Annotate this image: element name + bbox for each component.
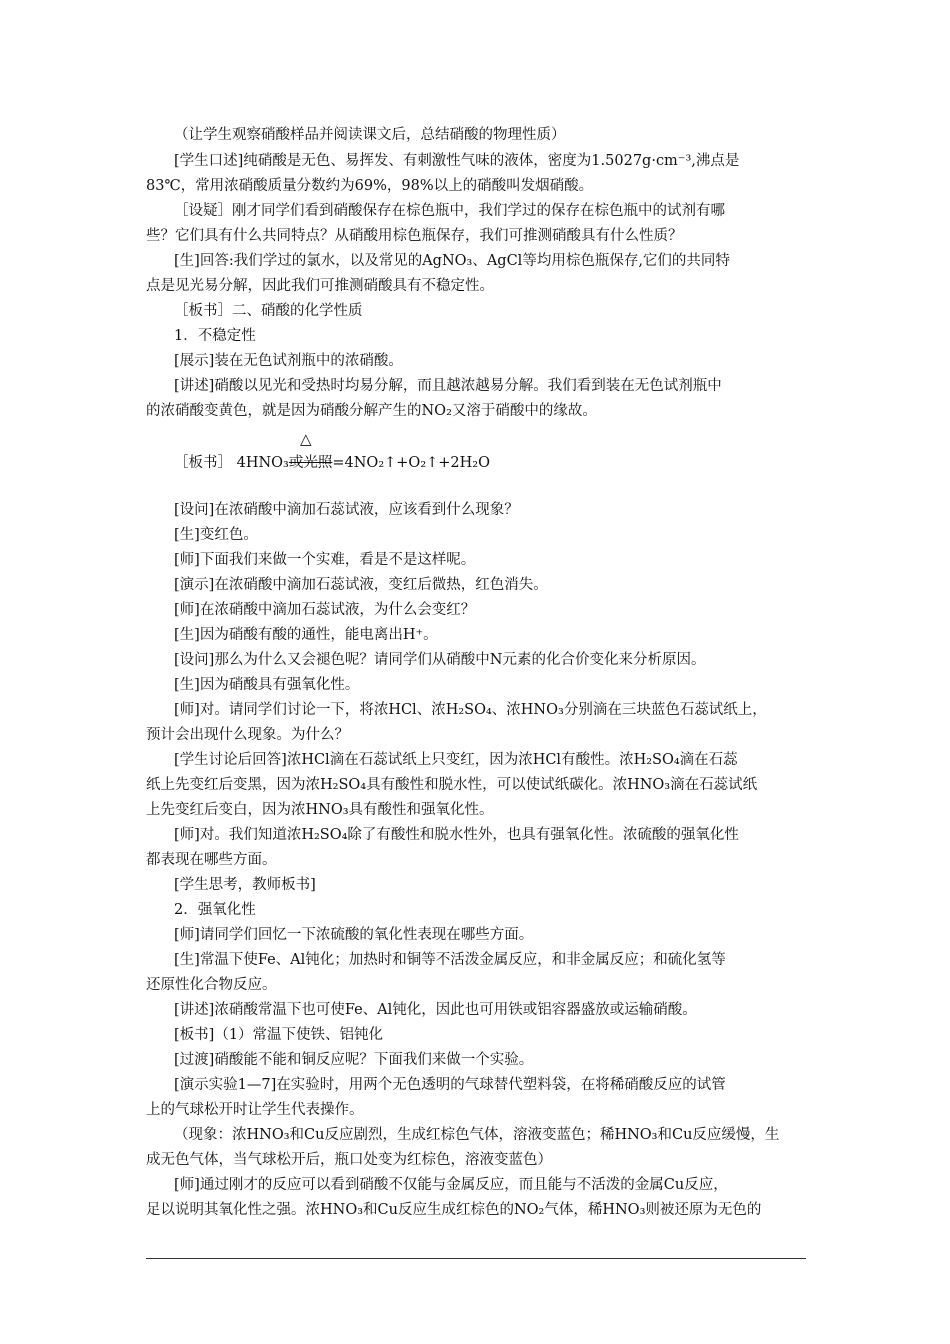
heating-condition-symbol: △ (300, 430, 312, 448)
text-line: 1．不稳定性 (174, 328, 256, 344)
text-line: 83℃，常用浓硝酸质量分数约为69%，98%以上的硝酸叫发烟硝酸。 (146, 178, 594, 194)
text-line: [师]通过刚才的反应可以看到硝酸不仅能与金属反应，而且能与不活泼的金属Cu反应， (174, 1177, 728, 1193)
text-line: 纸上先变红后变黑，因为浓H₂SO₄具有酸性和脱水性，可以使试纸碳化。浓HNO₃滴在石蕊试纸 (146, 777, 758, 793)
footer-divider (146, 1258, 806, 1259)
text-line: [师]在浓硝酸中滴加石蕊试液，为什么会变红？ (174, 602, 476, 618)
text-line: 2．强氧化性 (174, 902, 256, 918)
text-line: 预计会出现什么现象。为什么？ (146, 727, 349, 743)
text-line: 些？它们具有什么共同特点？从硝酸用棕色瓶保存，我们可推测硝酸具有什么性质？ (146, 228, 683, 244)
equation-condition: 或光照 (288, 455, 333, 471)
text-line: [设问]在浓硝酸中滴加石蕊试液，应该看到什么现象？ (174, 502, 519, 518)
text-line: [讲述]浓硝酸常温下也可使Fe、Al钝化，因此也可用铁或铝容器盛放或运输硝酸。 (174, 1002, 697, 1018)
text-line: 的浓硝酸变黄色，就是因为硝酸分解产生的NO₂又溶于硝酸中的缘故。 (146, 403, 597, 419)
decomposition-equation (174, 452, 490, 474)
text-line: [演示实验1—7]在实验时，用两个无色透明的气球替代塑料袋，在将稀硝酸反应的试管 (174, 1077, 726, 1093)
text-line: [设问]那么为什么又会褪色呢？请同学们从硝酸中N元素的化合价变化来分析原因。 (174, 652, 706, 668)
text-line: [展示]装在无色试剂瓶中的浓硝酸。 (174, 353, 403, 369)
text-line: 上先变红后变白，因为浓HNO₃具有酸性和强氧化性。 (146, 802, 494, 818)
text-line: [学生讨论后回答]浓HCl滴在石蕊试纸上只变红，因为浓HCl有酸性。浓H₂SO₄滴在石蕊 (174, 752, 738, 768)
text-line: 足以说明其氧化性之强。浓HNO₃和Cu反应生成红棕色的NO₂气体，稀HNO₃则被还原为无色的 (146, 1202, 762, 1218)
text-line: [师]请同学们回忆一下浓硫酸的氧化性表现在哪些方面。 (174, 927, 534, 943)
text-line: [师]下面我们来做一个实难，看是不是这样呢。 (174, 552, 476, 568)
text-line: [演示]在浓硝酸中滴加石蕊试液，变红后微热，红色消失。 (174, 577, 548, 593)
text-line: [生]常温下使Fe、Al钝化；加热时和铜等不活泼金属反应，和非金属反应；和硫化氢等 (174, 952, 726, 968)
text-line: [板书]（1）常温下使铁、铝钝化 (174, 1027, 384, 1043)
text-line: 上的气球松开时让学生代表操作。 (146, 1102, 364, 1118)
text-line: （现象：浓HNO₃和Cu反应剧烈，生成红棕色气体，溶液变蓝色；稀HNO₃和Cu反应缓慢，生 (174, 1127, 780, 1143)
text-line: 点是见光易分解，因此我们可推测硝酸具有不稳定性。 (146, 278, 494, 294)
text-line: [生]回答:我们学过的氯水，以及常见的AgNO₃、AgCl等均用棕色瓶保存,它们的共同特 (174, 253, 730, 269)
text-line: [过渡]硝酸能不能和铜反应呢？下面我们来做一个实验。 (174, 1052, 534, 1068)
text-line: [生]变红色。 (174, 527, 258, 543)
text-line: [学生思考，教师板书] (174, 877, 316, 893)
text-line: [学生口述]纯硝酸是无色、易挥发、有刺激性气味的液体，密度为1.5027g·cm⁻³,沸点是 (174, 153, 740, 169)
text-line: （让学生观察硝酸样品并阅读课文后，总结硝酸的物理性质） (174, 127, 566, 143)
text-line: [生]因为硝酸有酸的通性，能电离出H⁺。 (174, 627, 438, 643)
text-line: [师]对。请同学们讨论一下，将浓HCl、浓H₂SO₄、浓HNO₃分别滴在三块蓝色石蕊试纸上， (174, 702, 767, 718)
text-line: ［板书］二、硝酸的化学性质 (174, 303, 363, 319)
equation-prefix: ［板书］ 4HNO₃ (174, 455, 289, 471)
text-line: 都表现在哪些方面。 (146, 852, 277, 868)
text-line: [师]对。我们知道浓H₂SO₄除了有酸性和脱水性外，也具有强氧化性。浓硫酸的强氧化性 (174, 827, 739, 843)
text-line: 还原性化合物反应。 (146, 977, 277, 993)
text-line: [讲述]硝酸以见光和受热时均易分解，而且越浓越易分解。我们看到装在无色试剂瓶中 (174, 378, 722, 394)
text-line: [生]因为硝酸具有强氧化性。 (174, 677, 360, 693)
text-line: 成无色气体，当气球松开后，瓶口处变为红棕色，溶液变蓝色） (146, 1152, 552, 1168)
equation-suffix: =4NO₂↑+O₂↑+2H₂O (332, 455, 491, 471)
text-line: ［设疑］刚才同学们看到硝酸保存在棕色瓶中，我们学过的保存在棕色瓶中的试剂有哪 (174, 203, 725, 219)
